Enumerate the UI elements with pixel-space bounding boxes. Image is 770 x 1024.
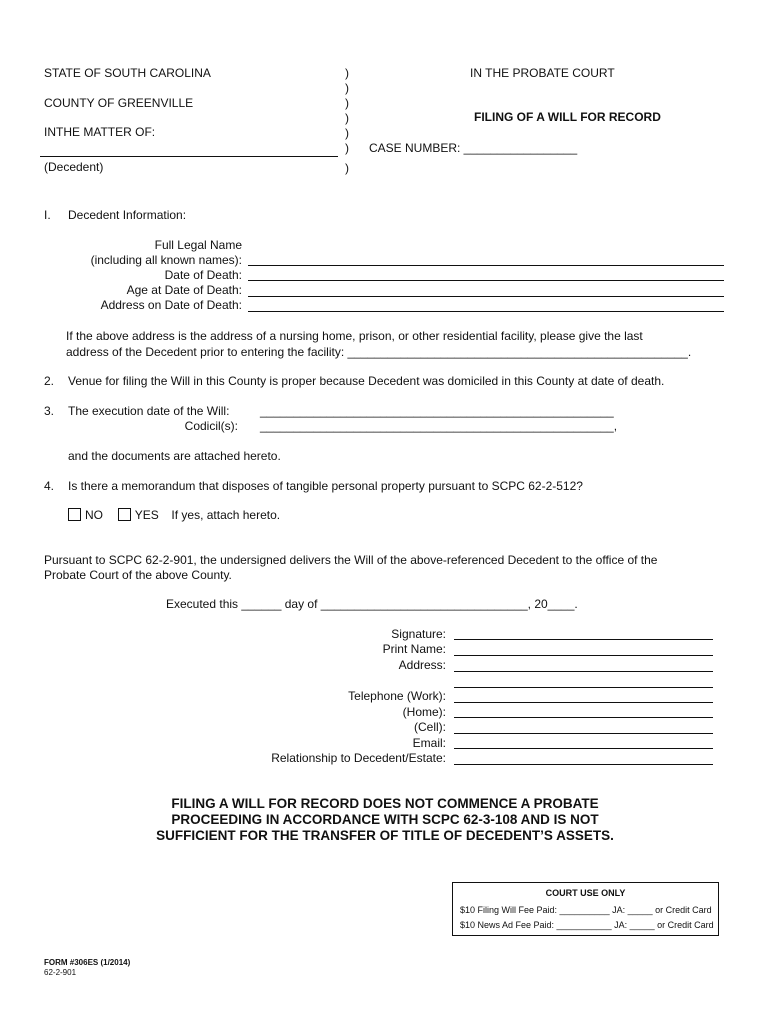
tel-home-label: (Home):: [402, 705, 446, 719]
county-label: COUNTY OF GREENVILLE: [44, 96, 194, 110]
attached-text: and the documents are attached hereto.: [68, 449, 281, 463]
signature-field[interactable]: [454, 639, 713, 640]
tel-cell-label: (Cell):: [414, 720, 446, 734]
will-date-field[interactable]: _____________________________________________________: [260, 404, 614, 418]
warning-notice: [100, 796, 670, 844]
relationship-label: Relationship to Decedent/Estate:: [271, 751, 446, 765]
if-yes-note: If yes, attach hereto.: [171, 508, 281, 522]
warning-line-3: SUFFICIENT FOR THE TRANSFER OF TITLE OF DECEDENT’S ASSETS.: [156, 828, 614, 843]
warning-line-2: PROCEEDING IN ACCORDANCE WITH SCPC 62-3-108 AND IS NOT: [171, 812, 599, 827]
section-2-number: 2.: [44, 374, 55, 388]
yes-label: YES: [134, 508, 159, 522]
relationship-field[interactable]: [454, 764, 713, 765]
news-fee-line[interactable]: $10 News Ad Fee Paid: ___________ JA: _____ or Credit Card: [460, 920, 714, 930]
court-use-title: COURT USE ONLY: [545, 888, 626, 898]
tel-work-label: Telephone (Work):: [348, 689, 446, 703]
full-name-label: Full Legal Name: [154, 238, 242, 252]
email-label: Email:: [412, 736, 446, 750]
filing-fee-line[interactable]: $10 Filing Will Fee Paid: __________ JA: _____ or Credit Card: [460, 905, 712, 915]
statute-code: 62-2-901: [44, 968, 77, 977]
case-number[interactable]: CASE NUMBER: _________________: [369, 141, 578, 155]
address-line-1[interactable]: [454, 671, 713, 672]
signature-label: Signature:: [391, 627, 446, 641]
known-names-label: (including all known names):: [90, 253, 242, 267]
execution-label: The execution date of the Will:: [68, 404, 230, 418]
yes-checkbox[interactable]: [118, 508, 131, 521]
section-4-number: 4.: [44, 479, 55, 493]
tel-cell-field[interactable]: [454, 733, 713, 734]
memorandum-question: Is there a memorandum that disposes of tangible personal property pursuant to SCPC 62-2-512?: [68, 479, 583, 493]
executed-line[interactable]: Executed this ______ day of _______________________________, 20____.: [166, 597, 578, 611]
codicil-label: Codicil(s):: [184, 419, 238, 433]
no-checkbox[interactable]: [68, 508, 81, 521]
nursing-text-1: If the above address is the address of a nursing home, prison, or other residential facility, please give the last: [66, 329, 643, 343]
address-field[interactable]: [248, 311, 724, 312]
state-label: STATE OF SOUTH CAROLINA: [44, 66, 211, 80]
section-3-number: 3.: [44, 404, 55, 418]
email-field[interactable]: [454, 748, 713, 749]
print-name-label: Print Name:: [382, 642, 446, 656]
nursing-text-2: address of the Decedent prior to entering the facility: ___________________________________________________.: [66, 345, 692, 359]
section-1-heading: Decedent Information:: [68, 208, 187, 222]
no-label: NO: [85, 508, 103, 522]
pursuant-text-1: Pursuant to SCPC 62-2-901, the undersigned delivers the Will of the above-referenced Decedent to the office of the: [44, 553, 658, 567]
decedent-label: (Decedent): [44, 160, 104, 174]
warning-line-1: FILING A WILL FOR RECORD DOES NOT COMMENCE A PROBATE: [171, 796, 599, 811]
codicil-date-field[interactable]: _____________________________________________________,: [260, 419, 618, 433]
address-sig-label: Address:: [398, 658, 446, 672]
address-label: Address on Date of Death:: [100, 298, 242, 312]
court-use-box: [452, 882, 719, 936]
date-of-death-label: Date of Death:: [164, 268, 242, 282]
section-1-number: I.: [44, 208, 51, 222]
full-name-field[interactable]: [248, 265, 724, 266]
print-name-field[interactable]: [454, 655, 713, 656]
date-of-death-field[interactable]: [248, 280, 724, 281]
address-line-2[interactable]: [454, 687, 713, 688]
tel-home-field[interactable]: [454, 717, 713, 718]
age-label: Age at Date of Death:: [126, 283, 242, 297]
form-title: FILING OF A WILL FOR RECORD: [474, 110, 661, 124]
form-number: FORM #306ES (1/2014): [44, 958, 131, 967]
matter-label: INTHE MATTER OF:: [44, 125, 156, 139]
tel-work-field[interactable]: [454, 702, 713, 703]
age-field[interactable]: [248, 296, 724, 297]
decedent-name-line[interactable]: [40, 156, 338, 157]
pursuant-text-2: Probate Court of the above County.: [44, 568, 232, 582]
court-label: IN THE PROBATE COURT: [470, 66, 615, 80]
memorandum-options: [68, 508, 280, 522]
venue-text: Venue for filing the Will in this County is proper because Decedent was domiciled in this County at date of death.: [68, 374, 665, 388]
